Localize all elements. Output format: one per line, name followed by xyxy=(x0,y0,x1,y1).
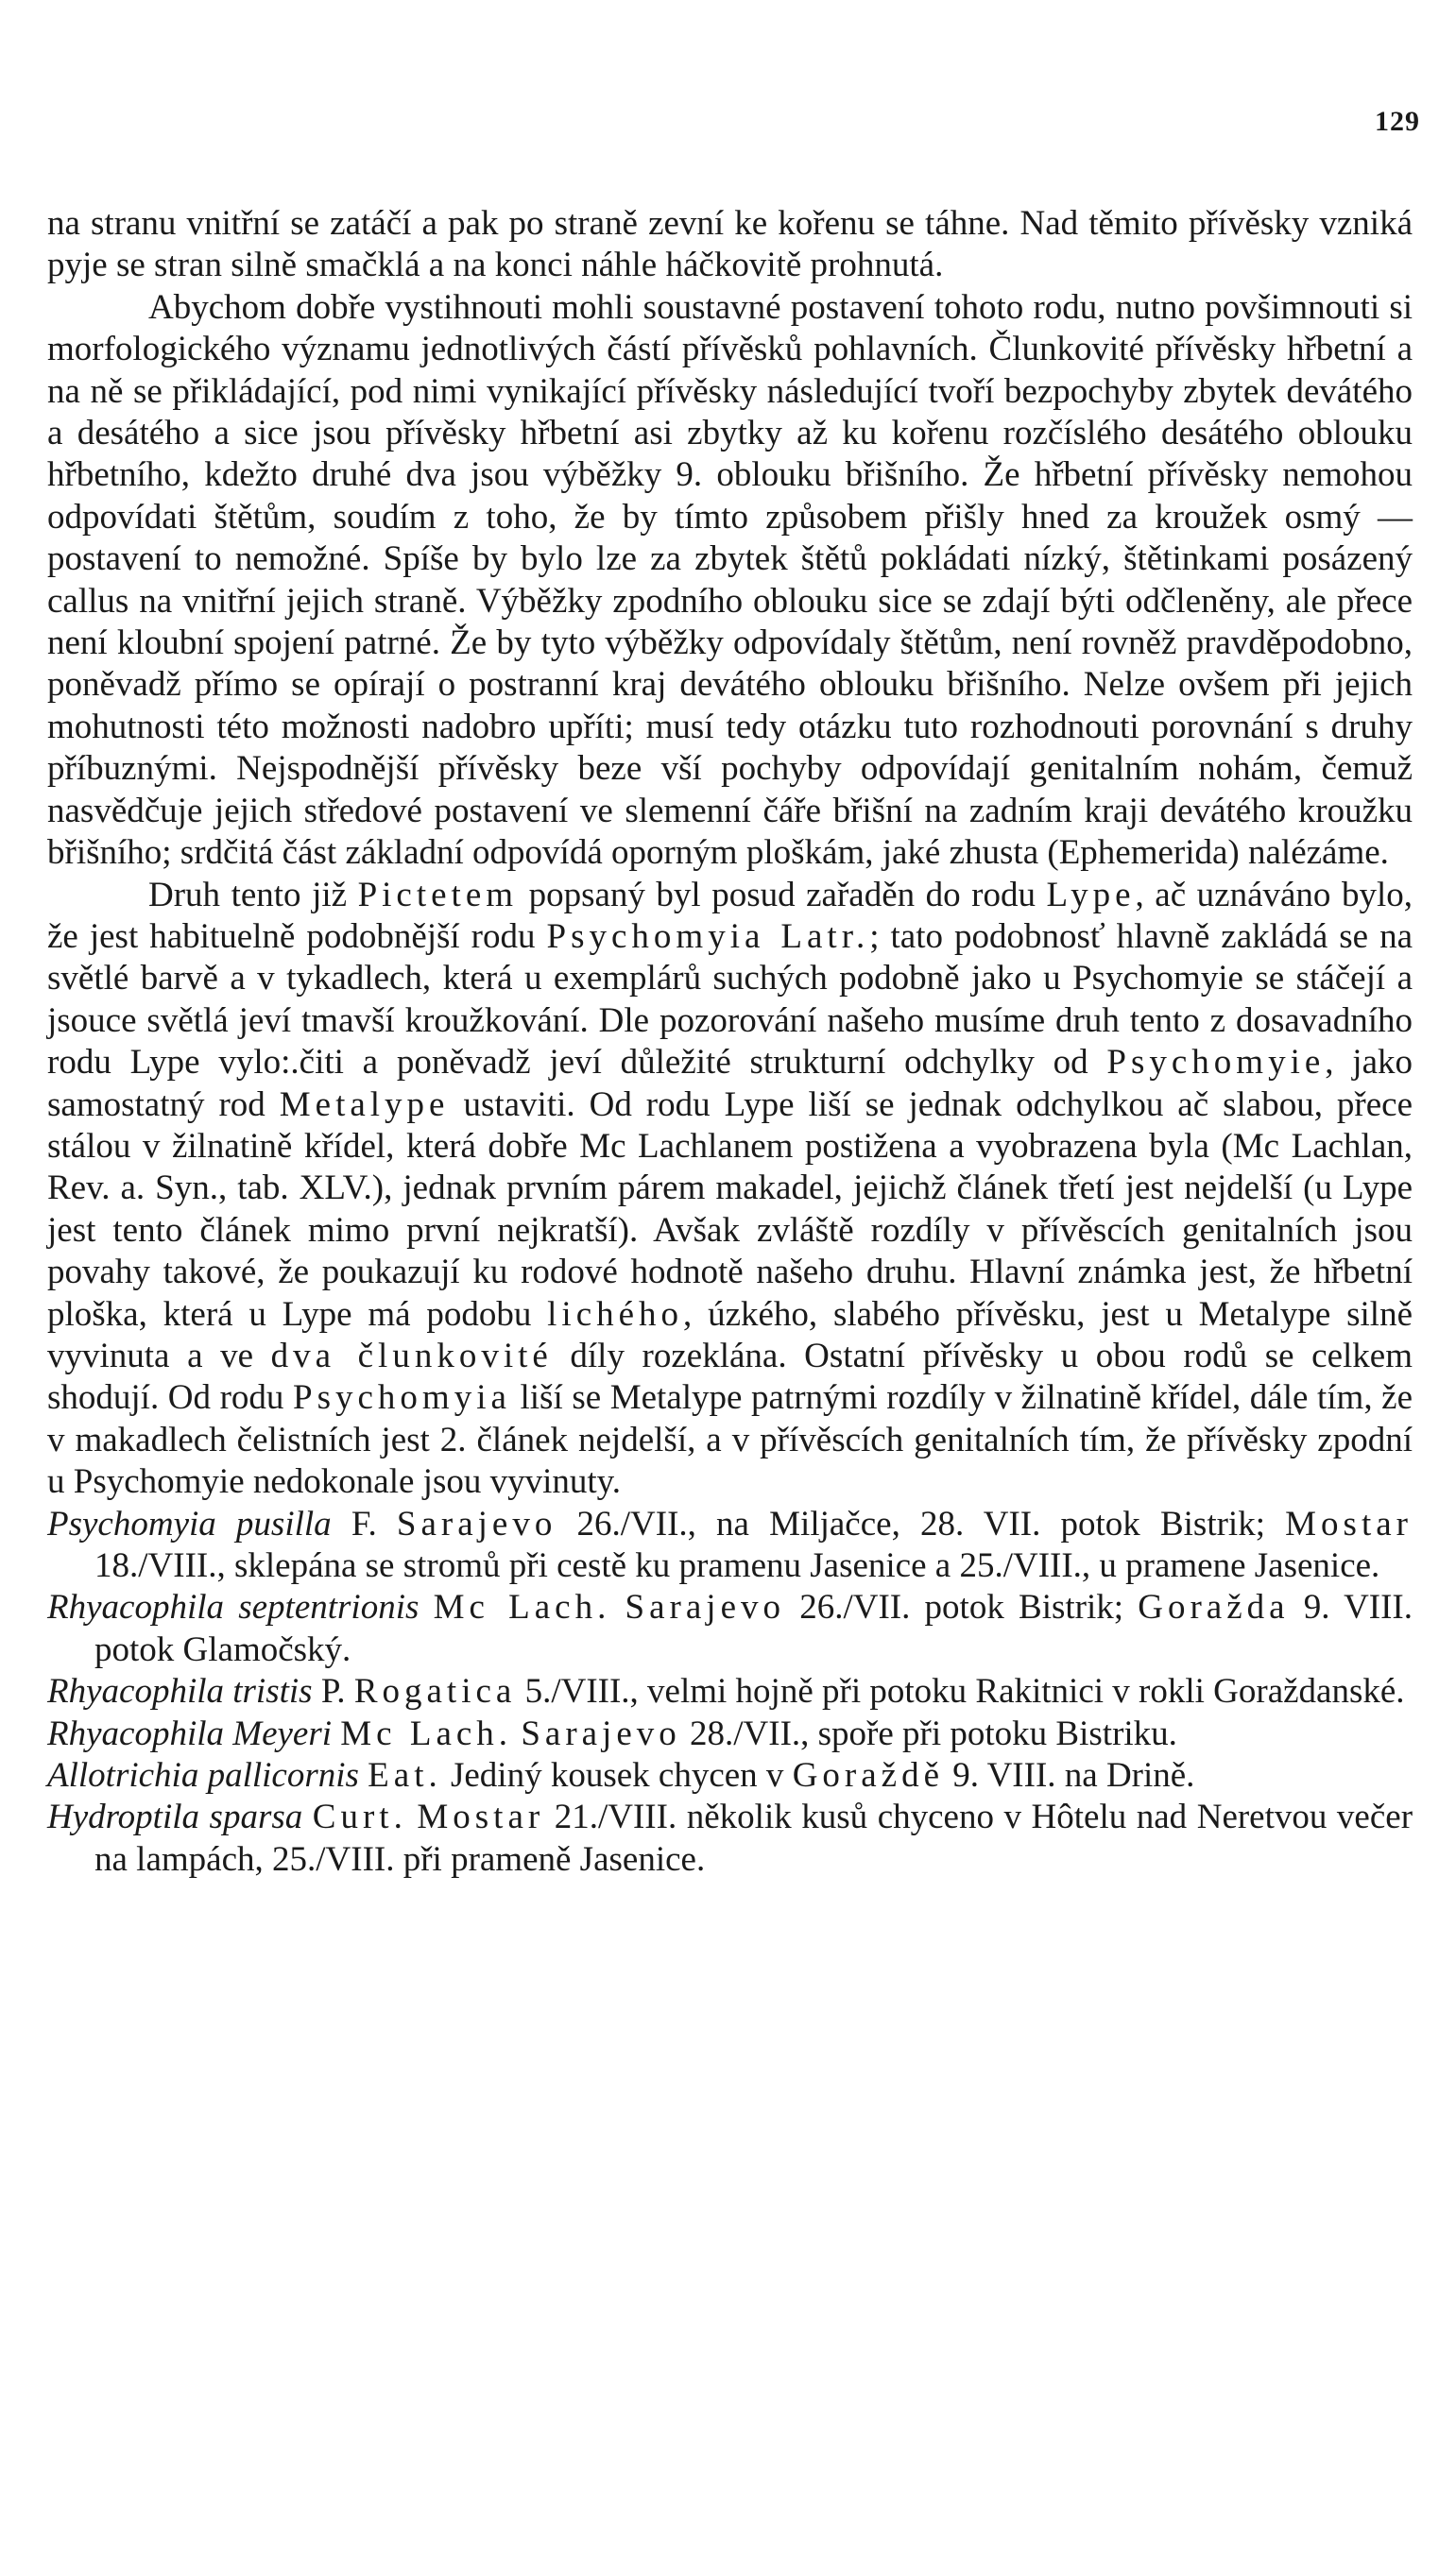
text-run: Druh tento již xyxy=(148,875,358,914)
spaced-text: Goraždě xyxy=(792,1756,944,1796)
text-run: 9. VIII. na Drině. xyxy=(944,1756,1195,1796)
species-name: Hydroptila sparsa xyxy=(47,1798,303,1837)
text-run: Jediný kousek chycen v xyxy=(441,1756,793,1796)
text-run: 26./VII., na Miljačce, 28. VII. potok Bistrik; xyxy=(557,1504,1286,1544)
text-run xyxy=(610,1588,625,1627)
spaced-text: Sarajevo xyxy=(625,1588,785,1628)
spaced-text: Metalype xyxy=(279,1084,450,1124)
text-run: 21./VIII. několik kusů chyceno v Hôtelu nad Neretvou večer na lampách, 25./VIII. při prameně Jasenice. xyxy=(94,1798,1413,1879)
species-list xyxy=(47,1504,1413,1882)
text-run xyxy=(302,1798,313,1836)
spaced-text: Mostar xyxy=(1285,1504,1413,1544)
paragraph xyxy=(47,203,1413,287)
text-run: 18./VIII., sklepána se stromů při cestě ku pramenu Jasenice a 25./VIII., u pramene Jasenice. xyxy=(94,1546,1380,1585)
spaced-text: Psychomyia Latr. xyxy=(546,916,870,956)
species-name: Rhyacophila Meyeri xyxy=(47,1714,333,1753)
text-run: ustaviti. Od rodu Lype liší se jednak odchylkou ač slabou, přece stálou v žilnatině křídel, která dobře Mc Lachlanem postižena a vyobrazena byla (Mc Lachlan, Rev. a. Syn., tab. XLV.), jednak prvním párem makadel, jejichž článek třetí jest nejdelší (u Lype jest tento článek mimo první nejkratší). Avšak zvláště rozdíly v přívěscích genitalních jsou povahy takové, že poukazují ku rodové hodnotě našeho druhu. Hlavní známka jest, že hřbetní ploška, která u Lype má podobu xyxy=(47,1084,1413,1334)
species-name: Rhyacophila tristis xyxy=(47,1672,313,1712)
text-run xyxy=(359,1756,368,1795)
species-entry xyxy=(47,1797,1413,1881)
spaced-text: Eat. xyxy=(368,1756,442,1796)
text-run: popsaný byl posud zařaděn do rodu xyxy=(518,875,1047,914)
text-run: Abychom dobře vystihnouti mohli soustavné postavení tohoto rodu, nutno povšimnouti si morfologického významu jednotlivých částí přívěsků pohlavních. Člunkovité přívěsky hřbetní a na ně se přikládající, pod nimi vynikající přívěsky následující tvoří bezpochyby zbytek devátého a desátého a sice jsou přívěsky hřbetní asi zbytky až ku kořenu rozčíslého desátého oblouku hřbetního, kdežto druhé dva jsou výběžky 9. oblouku břišního. Že hřbetní přívěsky nemohou odpovídati štětům, soudím z toho, že by tímto způsobem přišly hned za kroužek osmý — postavení to nemožné. Spíše by bylo lze za zbytek štětů pokládati nízký, štětinkami posázený callus na vnitřní jejich straně. Výběžky zpodního oblouku sice se zdají býti odčleněny, ale přece není kloubní spojení patrné. Že by tyto výběžky odpovídaly štětům, není rovněž pravděpodobno, poněvadž přímo se opírají o postranní kraj devátého oblouku břišního. Nelze ovšem při jejich mohutnosti této možnosti nadobro upříti; musí tedy otázku tuto rozhodnouti porovnání s druhy příbuznými. Nejspodnější přívěsky beze vší pochyby odpovídají genitalním nohám, čemuž nasvědčuje jejich středové postavení ve slemenní čáře břišní na zadním kraji devátého kroužku břišního; srdčitá část základní odpovídá oporným ploškám, jaké zhusta (Ephemerida) nalézáme. xyxy=(47,287,1413,873)
spaced-text: lichého xyxy=(547,1294,684,1334)
species-entry xyxy=(47,1671,1413,1713)
species-name: Rhyacophila septentrionis xyxy=(47,1588,420,1628)
page-number: 129 xyxy=(1375,106,1420,137)
species-entry xyxy=(47,1714,1413,1755)
spaced-text: Rogatica xyxy=(353,1672,517,1712)
text-run: díly rozeklána. Ostatní přívěsky u obou rodů se celkem shodují. Od rodu xyxy=(47,1336,1413,1418)
species-entry xyxy=(47,1587,1413,1671)
text-run: 5./VIII., velmi hojně při potoku Rakitnici v rokli Goraždanské. xyxy=(516,1672,1405,1712)
text-run xyxy=(512,1714,521,1753)
text-run: , ač uznáváno bylo, že jest habituelně podobnější rodu xyxy=(47,875,1413,956)
text-run: F. xyxy=(331,1504,397,1544)
spaced-text: Mc Lach. xyxy=(340,1714,513,1753)
text-run: P. xyxy=(312,1672,354,1712)
species-entry xyxy=(47,1755,1413,1797)
body-text xyxy=(47,203,1413,1881)
spaced-text: Goražda xyxy=(1138,1588,1290,1628)
text-run: , jako samostatný rod xyxy=(47,1043,1413,1124)
text-run: 28./VII., spoře při potoku Bistriku. xyxy=(680,1714,1177,1753)
spaced-text: Mostar xyxy=(417,1798,545,1837)
text-run: ; tato podobnosť hlavně zakládá se na světlé barvě a v tykadlech, která u exemplárů suchých podobně jako u Psychomyie se stáčejí a jsouce světlá jeví tmavší kroužkování. Dle pozorování našeho musíme druh tento z dosavadního rodu Lype vylo:.čiti a poněvadž jeví důležité strukturní odchylky od xyxy=(47,916,1413,1083)
text-run: , úzkého, slabého přívěsku, jest u Metalype silně vyvinuta a ve xyxy=(47,1294,1413,1375)
paragraph xyxy=(47,875,1413,1504)
text-run xyxy=(419,1588,433,1627)
spaced-text: Psychomyie xyxy=(1106,1043,1326,1083)
spaced-text: Psychomyia xyxy=(293,1378,511,1418)
paragraph xyxy=(47,287,1413,875)
spaced-text: Lype xyxy=(1046,875,1136,914)
text-run xyxy=(332,1714,340,1753)
spaced-text: Sarajevo xyxy=(396,1504,557,1544)
species-name: Allotrichia pallicornis xyxy=(47,1756,359,1796)
spaced-text: Curt. xyxy=(312,1798,407,1837)
text-run: 26./VII. potok Bistrik; xyxy=(785,1588,1139,1628)
text-run: 9. VIII. potok Glamočský. xyxy=(94,1588,1413,1669)
spaced-text: Mc Lach. xyxy=(433,1588,611,1628)
text-run xyxy=(407,1798,418,1836)
species-name: Psychomyia pusilla xyxy=(47,1504,332,1544)
spaced-text: Pictetem xyxy=(357,875,519,914)
spaced-text: Sarajevo xyxy=(521,1714,681,1753)
text-run: liší se Metalype patrnými rozdíly v žilnatině křídel, dále tím, že v makadlech čelistních jest 2. článek nejdelší, a v přívěscích genitalních tím, že přívěsky zpodní u Psychomyie nedokonale jsou vyvinuty. xyxy=(47,1378,1413,1502)
spaced-text: dva člunkovité xyxy=(270,1336,553,1375)
species-entry xyxy=(47,1504,1413,1588)
text-run: na stranu vnitřní se zatáčí a pak po straně zevní ke kořenu se táhne. Nad těmito přívěsky vzniká pyje se stran silně smačklá a na konci náhle háčkovitě prohnutá. xyxy=(47,204,1413,285)
paragraphs xyxy=(47,203,1413,1504)
